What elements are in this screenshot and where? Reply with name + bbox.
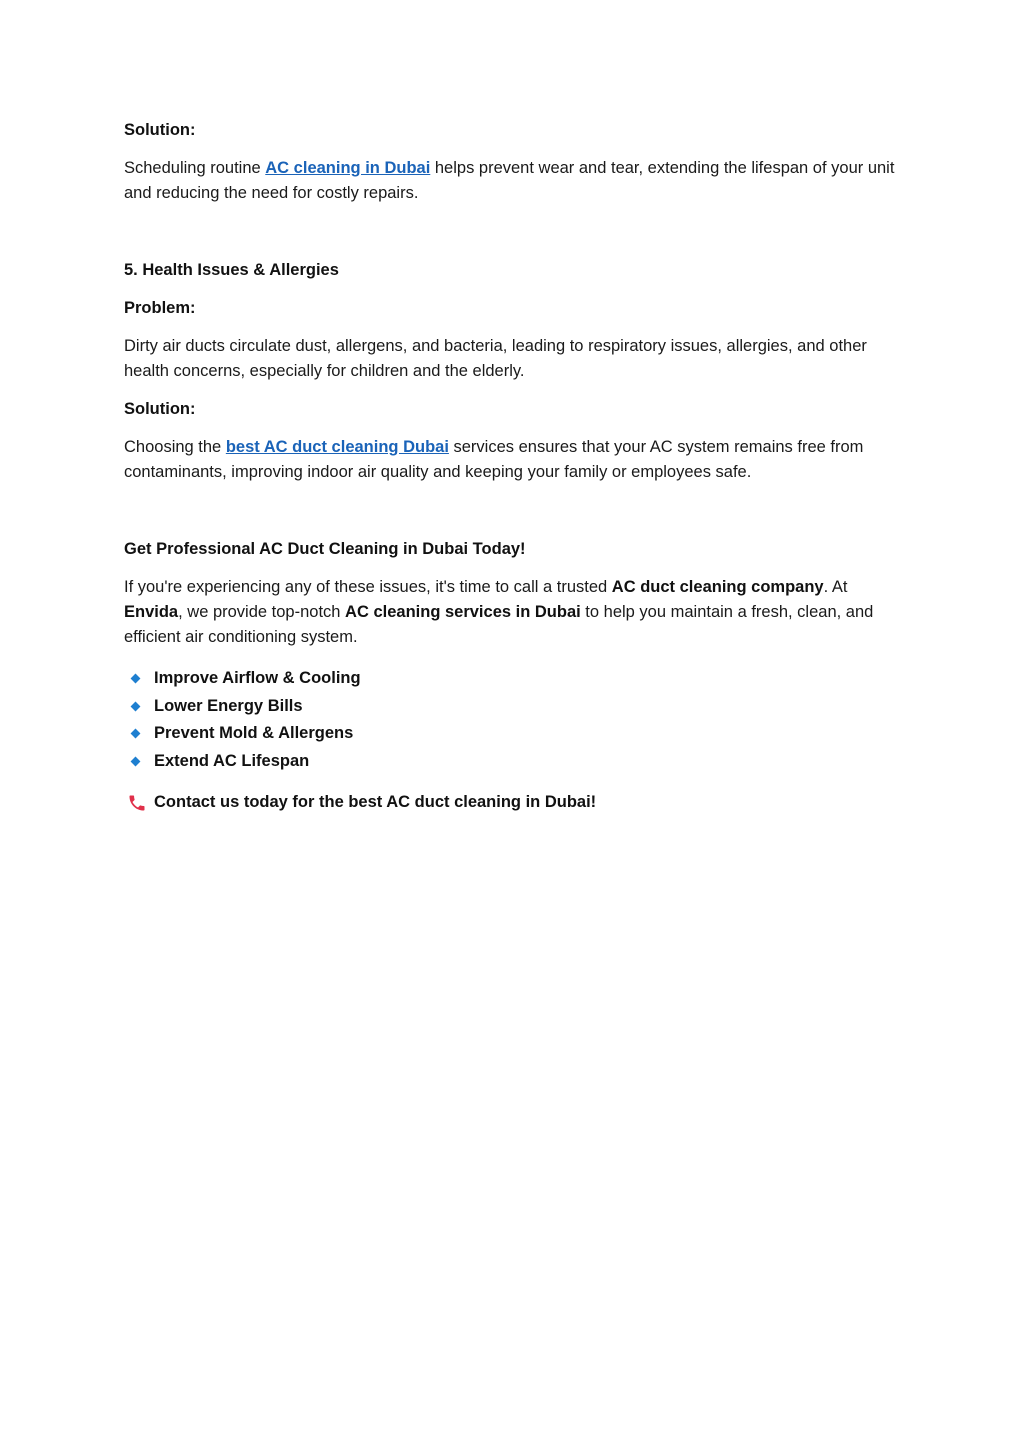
best-ac-duct-cleaning-link[interactable]: best AC duct cleaning Dubai [225, 438, 449, 456]
cta-heading: Get Professional AC Duct Cleaning in Dubai Today! [124, 540, 526, 558]
feature-label: Prevent Mold & Allergens [154, 724, 354, 742]
contact-text: Contact us today for the best AC duct cleaning in Dubai! [154, 793, 597, 811]
solution-label: Solution: [124, 400, 196, 418]
diamond-bullet-icon [131, 674, 141, 684]
document-page [124, 118, 899, 816]
solution-text-prev [124, 156, 899, 206]
ac-cleaning-dubai-link[interactable]: AC cleaning in Dubai [265, 159, 431, 177]
cta-bold-brand: Envida [124, 603, 179, 621]
feature-list [124, 665, 899, 775]
section-gap [124, 219, 899, 258]
solution-text-end: helps prevent wear and tear, extending the lifespan of your unit and reducing the need for costly repairs. [124, 159, 895, 202]
feature-label: Extend AC Lifespan [154, 751, 310, 770]
cta-text: to help you maintain a fresh, clean, and efficient air conditioning system. [124, 603, 874, 646]
cta-text: , we provide top-notch [178, 603, 346, 621]
diamond-bullet-icon [131, 756, 141, 766]
feature-label: Lower Energy Bills [154, 696, 303, 715]
solution-text [124, 435, 899, 485]
section5-heading: 5. Health Issues & Allergies [124, 261, 339, 279]
feature-item [124, 665, 899, 693]
cta-paragraph [124, 575, 899, 650]
cta-text: If you're experiencing any of these issues, it's time to call a trusted [124, 578, 612, 596]
solution-label-prev: Solution: [124, 121, 196, 139]
diamond-bullet-icon [131, 701, 141, 711]
diamond-bullet-icon [131, 729, 141, 739]
cta-bold-services: AC cleaning services in Dubai [345, 603, 581, 621]
feature-item [124, 748, 899, 776]
solution-text-end: services ensures that your AC system remains free from contaminants, improving indoor air quality and keeping your family or employees safe. [124, 438, 864, 481]
feature-item [124, 720, 899, 748]
problem-text: Dirty air ducts circulate dust, allergens, and bacteria, leading to respiratory issues, allergies, and other health concerns, especially for children and the elderly. [124, 337, 867, 380]
solution-text-start: Choosing the [124, 438, 226, 456]
problem-label: Problem: [124, 299, 196, 317]
cta-text: . At [823, 578, 848, 596]
contact-line [124, 789, 899, 816]
telephone-receiver-icon [126, 793, 148, 813]
feature-item [124, 693, 899, 721]
feature-label: Improve Airflow & Cooling [154, 669, 361, 687]
cta-bold-company: AC duct cleaning company [611, 578, 824, 596]
section-gap [124, 498, 899, 537]
solution-text-start: Scheduling routine [124, 159, 266, 177]
